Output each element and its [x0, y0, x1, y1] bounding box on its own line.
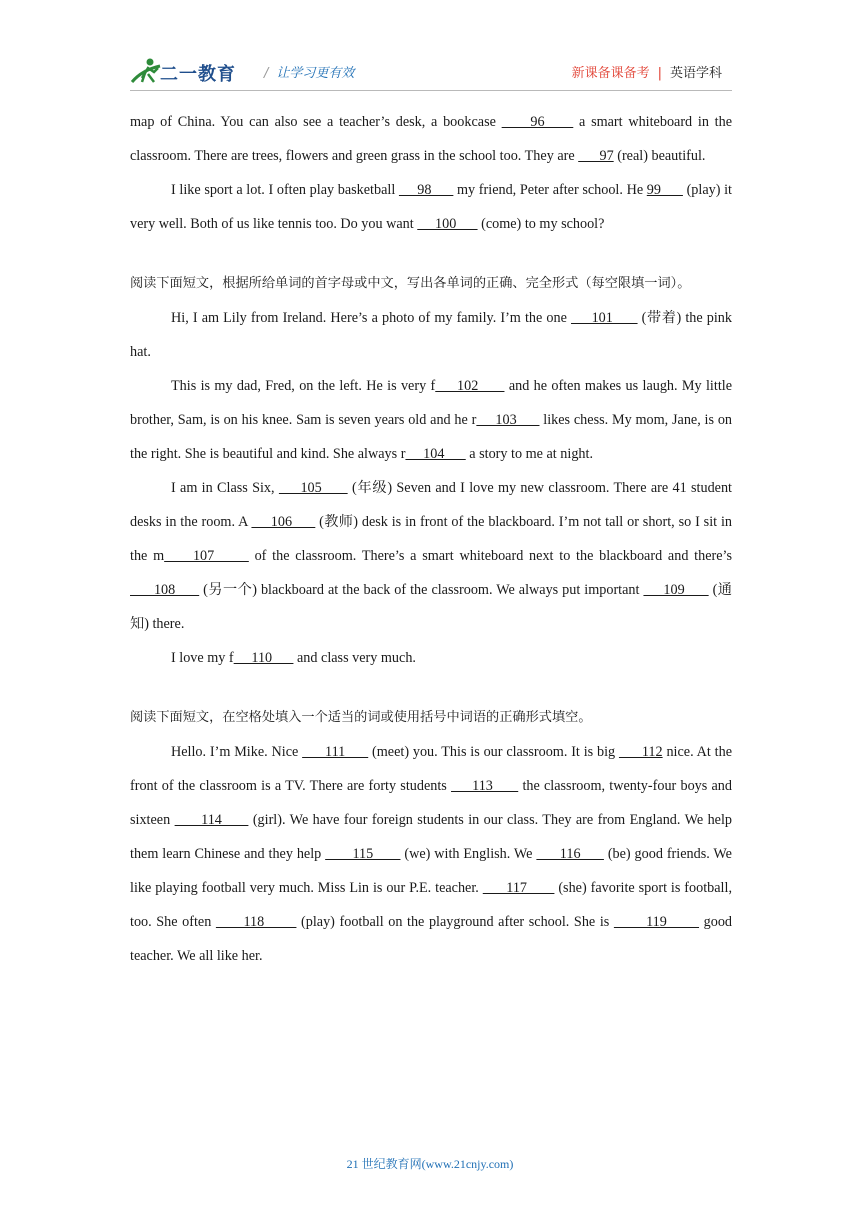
- blank-102: 102: [435, 378, 505, 394]
- section-instruction: 阅读下面短文，在空格处填入一个适当的词或使用括号中词语的正确形式填空。: [130, 710, 592, 725]
- blank-96: 96: [501, 114, 574, 130]
- blank-108: 108: [130, 582, 200, 598]
- blank-98: 98: [398, 182, 454, 198]
- header-divider: [130, 90, 732, 91]
- blank-119: 119: [613, 914, 700, 930]
- blank-104: 104: [405, 446, 466, 462]
- blank-112: 112: [618, 744, 663, 760]
- blank-117: 117: [482, 880, 555, 896]
- blank-113: 113: [451, 778, 519, 794]
- blank-111: 111: [302, 744, 369, 760]
- subject-label: 英语学科: [669, 66, 722, 81]
- paragraph: I love my f 110 and class very much.: [171, 650, 416, 666]
- document-body: [130, 105, 732, 973]
- blank-101: 101: [571, 310, 638, 326]
- blank-107: 107: [164, 548, 249, 564]
- blank-103: 103: [476, 412, 540, 428]
- paragraph: Hello. I’m Mike. Nice 111 (meet) you. This is our classroom. It is big 112 nice. At the front of the classroom is a TV. There are forty students 113 the classroom, twenty-four boys and sixteen 114 (girl). We have four foreign students in our class. They are from England. We help them learn Chinese and they help 115 (we) with English. We 116 (be) good friends. We like playing football very much. Miss Lin is our P.E. teacher. 117 (she) favorite sport is football, too. She often 118 (play) football on the playground after school. She is 119 good teacher. We all like her.: [130, 744, 733, 964]
- blank-116: 116: [536, 846, 604, 862]
- header-separator: |: [657, 66, 662, 81]
- paragraph: This is my dad, Fred, on the left. He is very f 102 and he often makes us laugh. My little brother, Sam, is on his knee. Sam is seven years old and he r 103 likes chess. My mom, Jane, is on the right. She is beautiful and kind. She always r 104 a story to me at night.: [130, 378, 733, 462]
- blank-110: 110: [233, 650, 294, 666]
- page-header: [130, 54, 732, 90]
- paragraph: I am in Class Six, 105 (年级) Seven and I love my new classroom. There are 41 student desks in the room. A 106 (教师) desk is in front of the blackboard. I’m not tall or short, so I sit in the m 107 of the classroom. There’s a smart whiteboard next to the blackboard and there’s 108 (另一个) blackboard at the back of the classroom. We always put important 109 (通知) there.: [130, 480, 732, 632]
- blank-105: 105: [278, 480, 348, 496]
- blank-115: 115: [325, 846, 401, 862]
- header-right: [572, 62, 722, 81]
- paragraph: I like sport a lot. I often play basketball 98 my friend, Peter after school. He 99 (play) it very well. Both of us like tennis too. Do you want 100 (come) to my school?: [130, 182, 732, 232]
- blank-109: 109: [643, 582, 709, 598]
- blank-99: 99: [646, 182, 683, 198]
- blank-118: 118: [215, 914, 297, 930]
- blank-106: 106: [251, 514, 316, 530]
- blank-114: 114: [174, 812, 249, 828]
- section-instruction: 阅读下面短文，根据所给单词的首字母或中文，写出各单词的正确、完全形式（每空限填一词）。: [130, 276, 691, 291]
- paragraph: map of China. You can also see a teacher’s desk, a bookcase 96 a smart whiteboard in the classroom. There are trees, flowers and green grass in the school too. They are 97 (real) beautiful.: [130, 114, 733, 164]
- paragraph: Hi, I am Lily from Ireland. Here’s a photo of my family. I’m the one 101 (带着) the pink hat.: [130, 310, 732, 360]
- blank-100: 100: [417, 216, 478, 232]
- slogan: / 让学习更有效: [264, 66, 355, 81]
- series-label: 新课备课备考: [571, 66, 650, 81]
- brand-name: 二一教育: [160, 64, 236, 85]
- blank-97: 97: [578, 148, 614, 164]
- page-footer: 21 世纪教育网(www.21cnjy.com): [346, 1157, 514, 1171]
